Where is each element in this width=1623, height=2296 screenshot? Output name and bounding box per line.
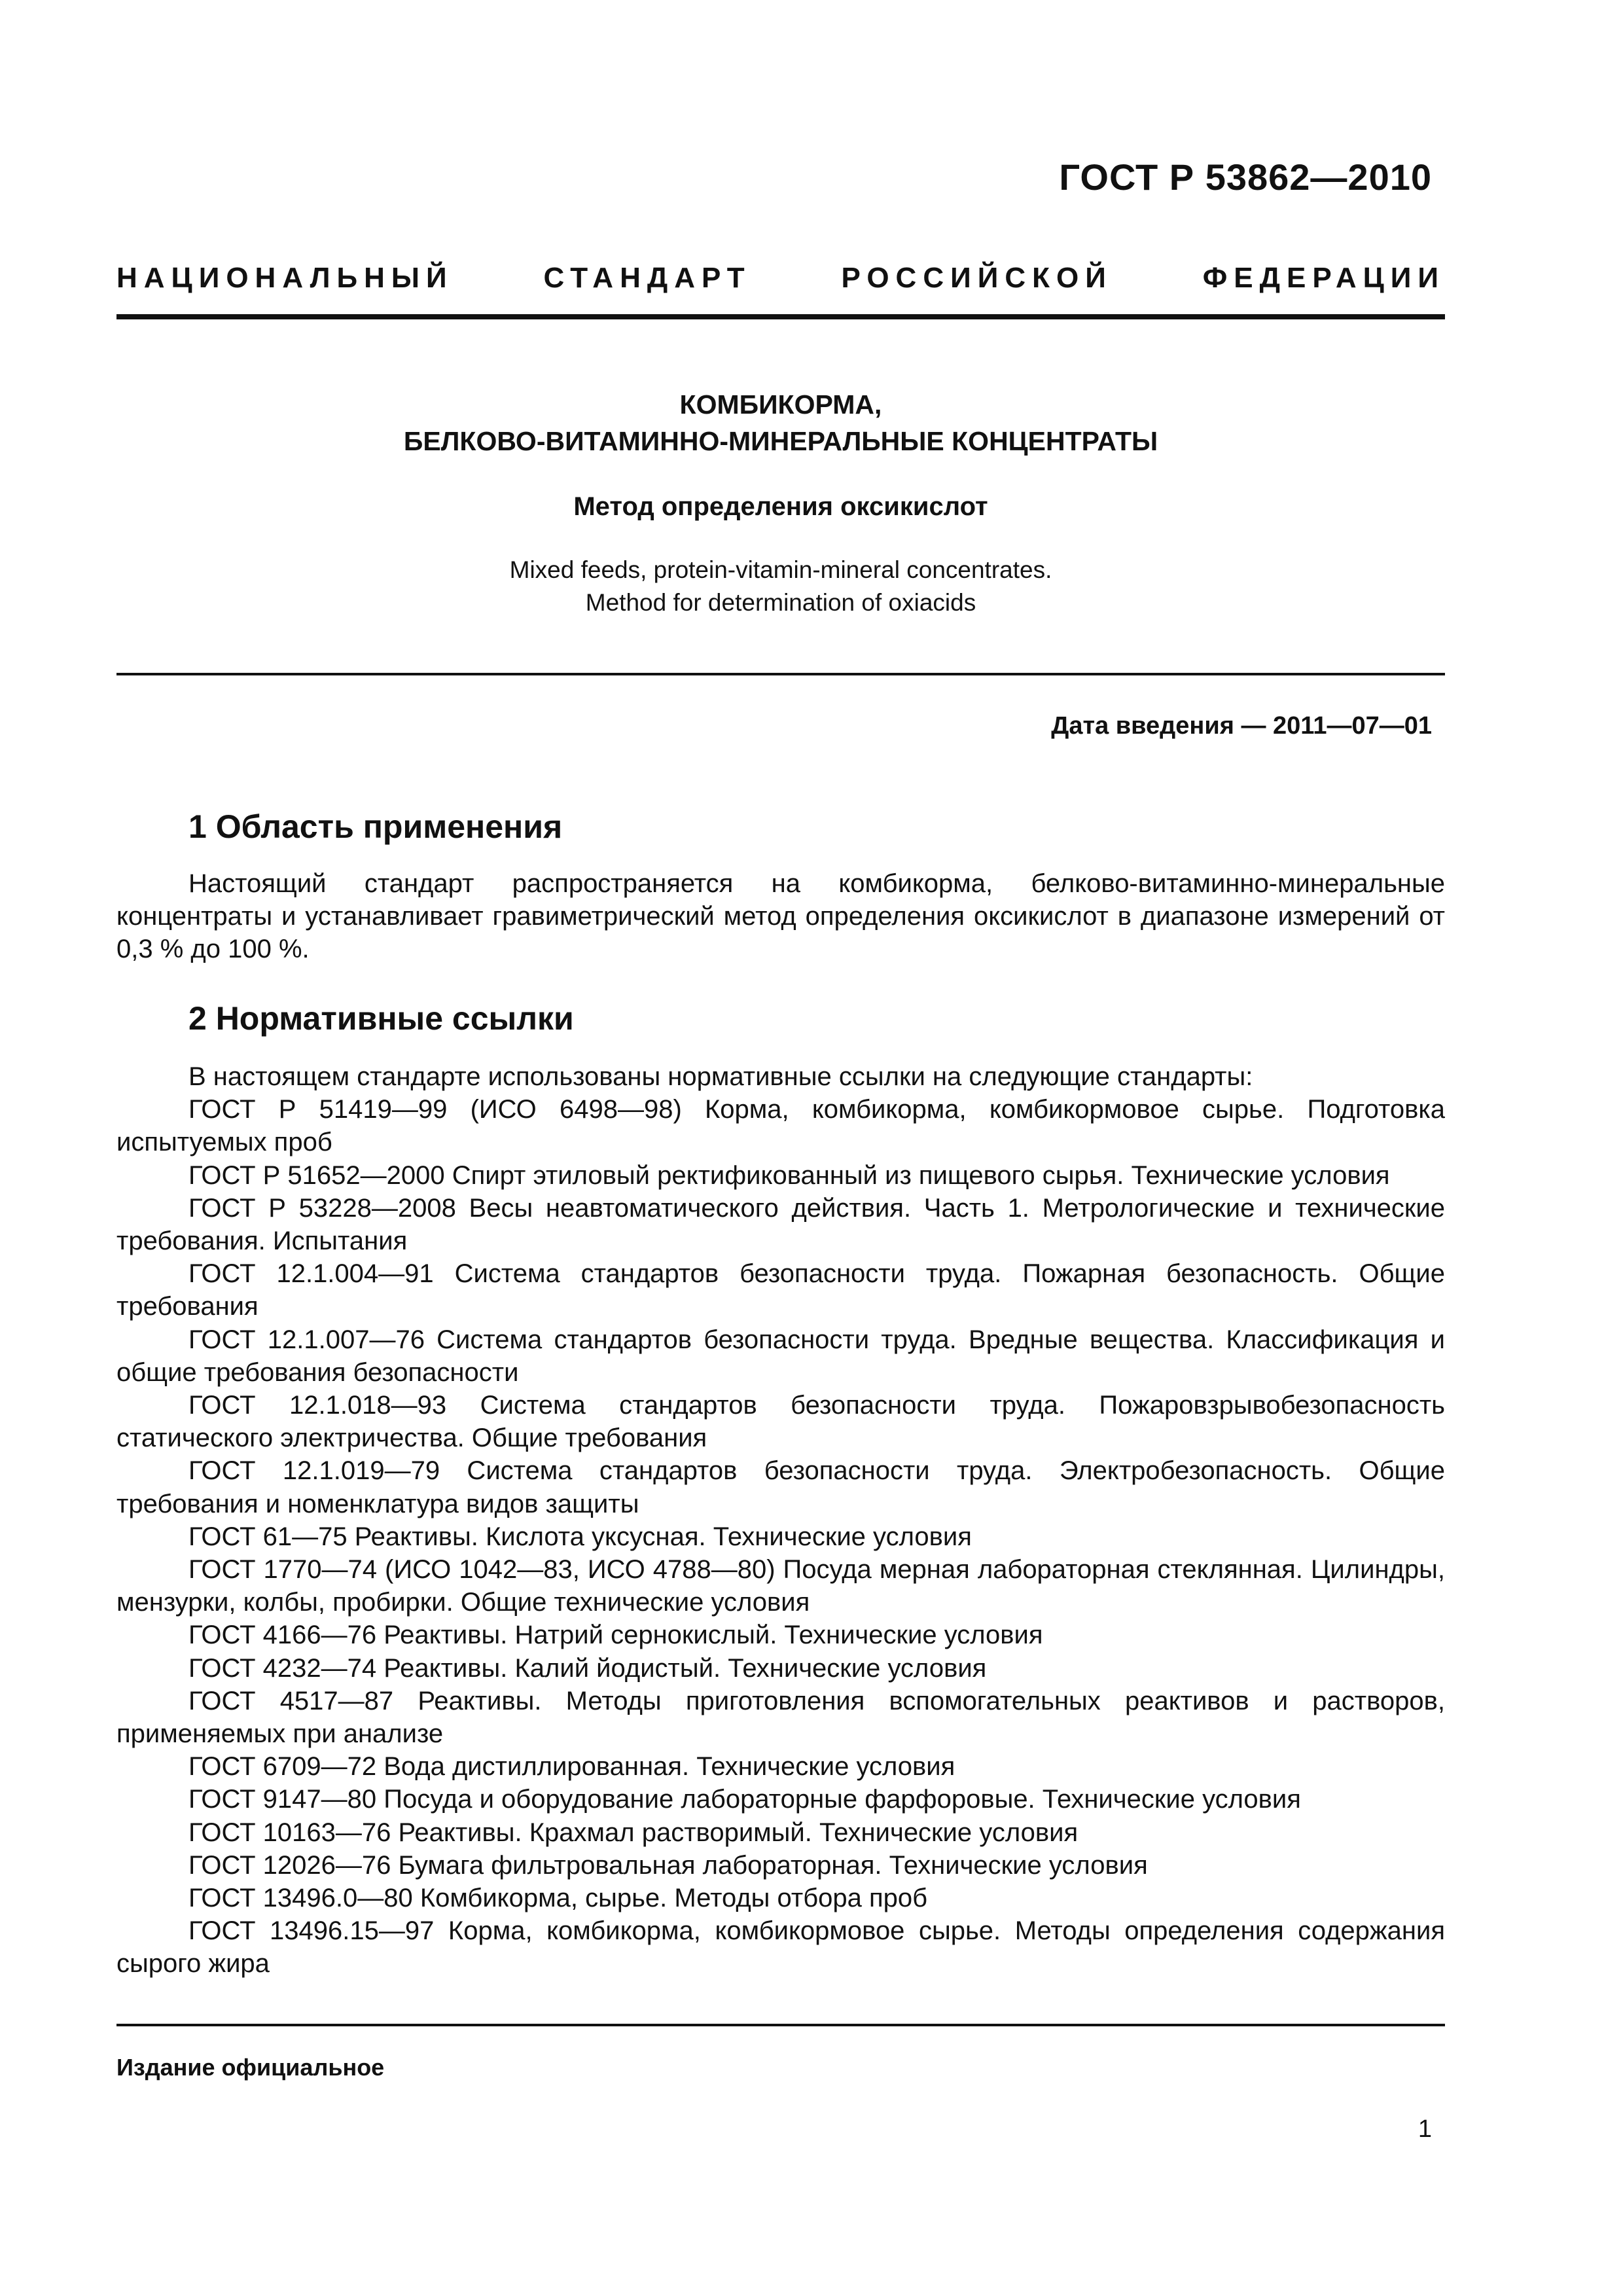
section-2-body	[116, 1060, 1445, 1981]
reference-item: ГОСТ 13496.0—80 Комбикорма, сырье. Методы отбора проб	[188, 1884, 928, 1913]
reference-item: ГОСТ 1770—74 (ИСО 1042—83, ИСО 4788—80) Посуда мерная лабораторная стеклянная. Цилиндры, мензурки, колбы, пробирки. Общие технические условия	[116, 1555, 1445, 1617]
reference-item: ГОСТ 12.1.007—76 Система стандартов безопасности труда. Вредные вещества. Классификация и общие требования безопасности	[116, 1325, 1445, 1387]
reference-item: ГОСТ Р 53228—2008 Весы неавтоматического действия. Часть 1. Метрологические и технические требования. Испытания	[116, 1193, 1445, 1256]
reference-item: ГОСТ Р 51419—99 (ИСО 6498—98) Корма, комбикорма, комбикормовое сырье. Подготовка испытуемых проб	[116, 1095, 1445, 1157]
page-number: 1	[1418, 2115, 1432, 2143]
reference-item: ГОСТ 12026—76 Бумага фильтровальная лабораторная. Технические условия	[188, 1850, 1148, 1880]
standard-designation: ГОСТ Р 53862—2010	[1059, 156, 1432, 198]
english-title	[116, 554, 1445, 619]
title-line-1: КОМБИКОРМА,	[679, 389, 882, 420]
reference-item: ГОСТ 4166—76 Реактивы. Натрий сернокислый. Технические условия	[188, 1621, 1043, 1650]
reference-item: ГОСТ 61—75 Реактивы. Кислота уксусная. Технические условия	[188, 1522, 972, 1551]
introduction-date: Дата введения — 2011—07—01	[1051, 712, 1432, 740]
title-line-2: БЕЛКОВО-ВИТАМИННО-МИНЕРАЛЬНЫЕ КОНЦЕНТРАТЫ	[403, 426, 1158, 456]
section-2-intro: В настоящем стандарте использованы нормативные ссылки на следующие стандарты:	[188, 1062, 1253, 1091]
reference-item: ГОСТ 12.1.019—79 Система стандартов безопасности труда. Электробезопасность. Общие требования и номенклатура видов защиты	[116, 1456, 1445, 1518]
section-1-heading: 1 Область применения	[188, 808, 563, 845]
footer-rule	[116, 2024, 1445, 2026]
reference-item: ГОСТ 4517—87 Реактивы. Методы приготовления вспомогательных реактивов и растворов, применяемых при анализе	[116, 1686, 1445, 1749]
reference-item: ГОСТ 6709—72 Вода дистиллированная. Технические условия	[188, 1752, 955, 1782]
national-standard-banner: НАЦИОНАЛЬНЫЙ СТАНДАРТ РОССИЙСКОЙ ФЕДЕРАЦИИ	[116, 262, 1445, 294]
reference-item: ГОСТ 12.1.018—93 Система стандартов безопасности труда. Пожаровзрывобезопасность статического электричества. Общие требования	[116, 1391, 1445, 1453]
method-title: Метод определения оксикислот	[573, 492, 988, 521]
english-title-line-1: Mixed feeds, protein-vitamin-mineral concentrates.	[509, 556, 1052, 583]
title-rule	[116, 673, 1445, 675]
reference-item: ГОСТ 9147—80 Посуда и оборудование лабораторные фарфоровые. Технические условия	[188, 1785, 1301, 1814]
reference-item: ГОСТ 10163—76 Реактивы. Крахмал растворимый. Технические условия	[188, 1818, 1079, 1847]
reference-item: ГОСТ 4232—74 Реактивы. Калий йодистый. Технические условия	[188, 1653, 987, 1683]
official-edition-label: Издание официальное	[116, 2054, 385, 2081]
section-2-heading: 2 Нормативные ссылки	[188, 1000, 574, 1037]
reference-item: ГОСТ 13496.15—97 Корма, комбикорма, комбикормовое сырье. Методы определения содержания сырого жира	[116, 1916, 1445, 1979]
section-1-body	[116, 867, 1445, 966]
header-rule	[116, 314, 1445, 319]
english-title-line-2: Method for determination of oxiacids	[585, 589, 976, 616]
document-title	[116, 386, 1445, 459]
reference-item: ГОСТ 12.1.004—91 Система стандартов безопасности труда. Пожарная безопасность. Общие требования	[116, 1259, 1445, 1321]
section-1-paragraph: Настоящий стандарт распространяется на комбикорма, белково-витаминно-минеральные концентраты и устанавливает гравиметрический метод определения оксикислот в диапазоне измерений от 0,3 % до 100 %.	[116, 869, 1445, 964]
reference-item: ГОСТ Р 51652—2000 Спирт этиловый ректификованный из пищевого сырья. Технические условия	[188, 1160, 1390, 1190]
